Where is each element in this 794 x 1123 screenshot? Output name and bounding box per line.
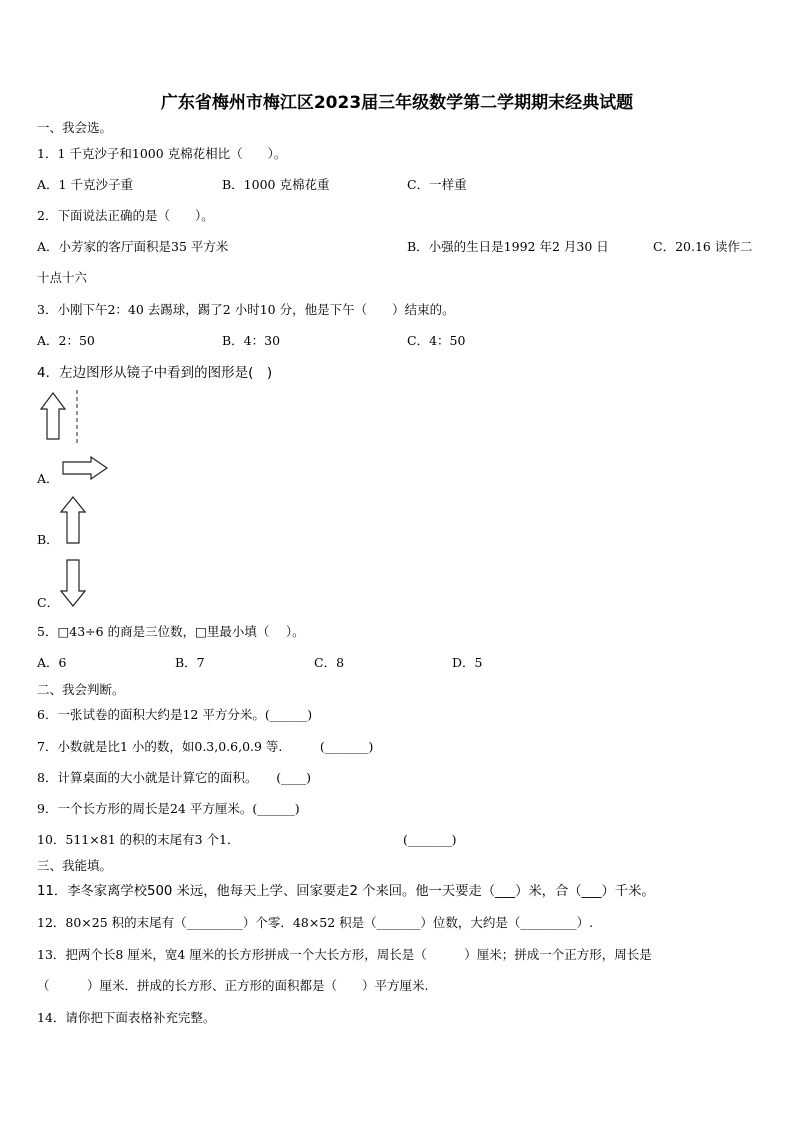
q1-option-c: C．一样重	[407, 177, 467, 192]
arrow-right-icon	[62, 456, 108, 480]
question-13-line-1: 13．把两个长8 厘米，宽4 厘米的长方形拼成一个大长方形，周长是（ ）厘米；拼成一个正方形，周长是	[37, 947, 652, 962]
q5-option-b: B．7	[175, 655, 205, 670]
question-14: 14．请你把下面表格补充完整。	[37, 1010, 216, 1025]
mirror-line-icon	[74, 390, 80, 444]
question-3: 3．小刚下午2：40 去踢球，踢了2 小时10 分，他是下午（ ）结束的。	[37, 302, 455, 317]
q4-option-b: B．	[37, 532, 59, 547]
question-5: 5．□43÷6 的商是三位数，□里最小填（ ）。	[37, 624, 305, 639]
arrow-up-icon	[60, 496, 86, 544]
q1-option-a: A．1 千克沙子重	[37, 177, 133, 192]
q2-option-b: B．小强的生日是1992 年2 月30 日	[407, 239, 609, 254]
question-7: 7．小数就是比1 小的数，如0.3,0.6,0.9 等. (_______)	[37, 739, 374, 754]
q2-option-c: C．20.16 读作二	[653, 239, 753, 254]
section-heading-1: 一、我会选。	[37, 120, 113, 135]
q3-option-a: A．2：50	[37, 333, 95, 348]
q4-option-a: A．	[37, 471, 59, 486]
question-10: 10．511×81 的积的末尾有3 个1．	[37, 832, 240, 847]
q5-option-a: A．6	[37, 655, 67, 670]
q2-option-a: A．小芳家的客厅面积是35 平方米	[37, 239, 229, 254]
question-4: 4．左边图形从镜子中看到的图形是( )	[37, 365, 273, 381]
q4-option-c: C．	[37, 595, 60, 610]
section-heading-3: 三、我能填。	[37, 858, 113, 873]
q2-option-c-continued: 十点十六	[37, 270, 88, 285]
question-9: 9．一个长方形的周长是24 平方厘米。(______)	[37, 801, 300, 816]
question-2: 2．下面说法正确的是（ ）。	[37, 208, 214, 223]
section-heading-2: 二、我会判断。	[37, 682, 125, 697]
q3-option-c: C．4：50	[407, 333, 466, 348]
page-title: 广东省梅州市梅江区2023届三年级数学第二学期期末经典试题	[160, 93, 634, 113]
question-1: 1．1 千克沙子和1000 克棉花相比（ ）。	[37, 146, 287, 161]
q5-option-c: C．8	[314, 655, 345, 670]
arrow-down-icon	[60, 559, 86, 607]
question-11: 11．李冬家离学校500 米远，他每天上学、回家要走2 个来回。他一天要走（___）米，合（___）千米。	[37, 884, 655, 899]
q1-option-b: B．1000 克棉花重	[222, 177, 330, 192]
q10-answer-blank: (_______)	[403, 832, 457, 847]
question-8: 8．计算桌面的大小就是计算它的面积。 (____)	[37, 770, 311, 785]
q3-option-b: B．4：30	[222, 333, 281, 348]
q5-option-d: D．5	[452, 655, 483, 670]
question-6: 6．一张试卷的面积大约是12 平方分米。(______)	[37, 707, 313, 722]
question-12: 12．80×25 积的末尾有（_________）个零．48×52 积是（_______）位数，大约是（_________）.	[37, 915, 594, 930]
question-13-line-2: （ ）厘米．拼成的长方形、正方形的面积都是（ ）平方厘米.	[37, 978, 429, 993]
